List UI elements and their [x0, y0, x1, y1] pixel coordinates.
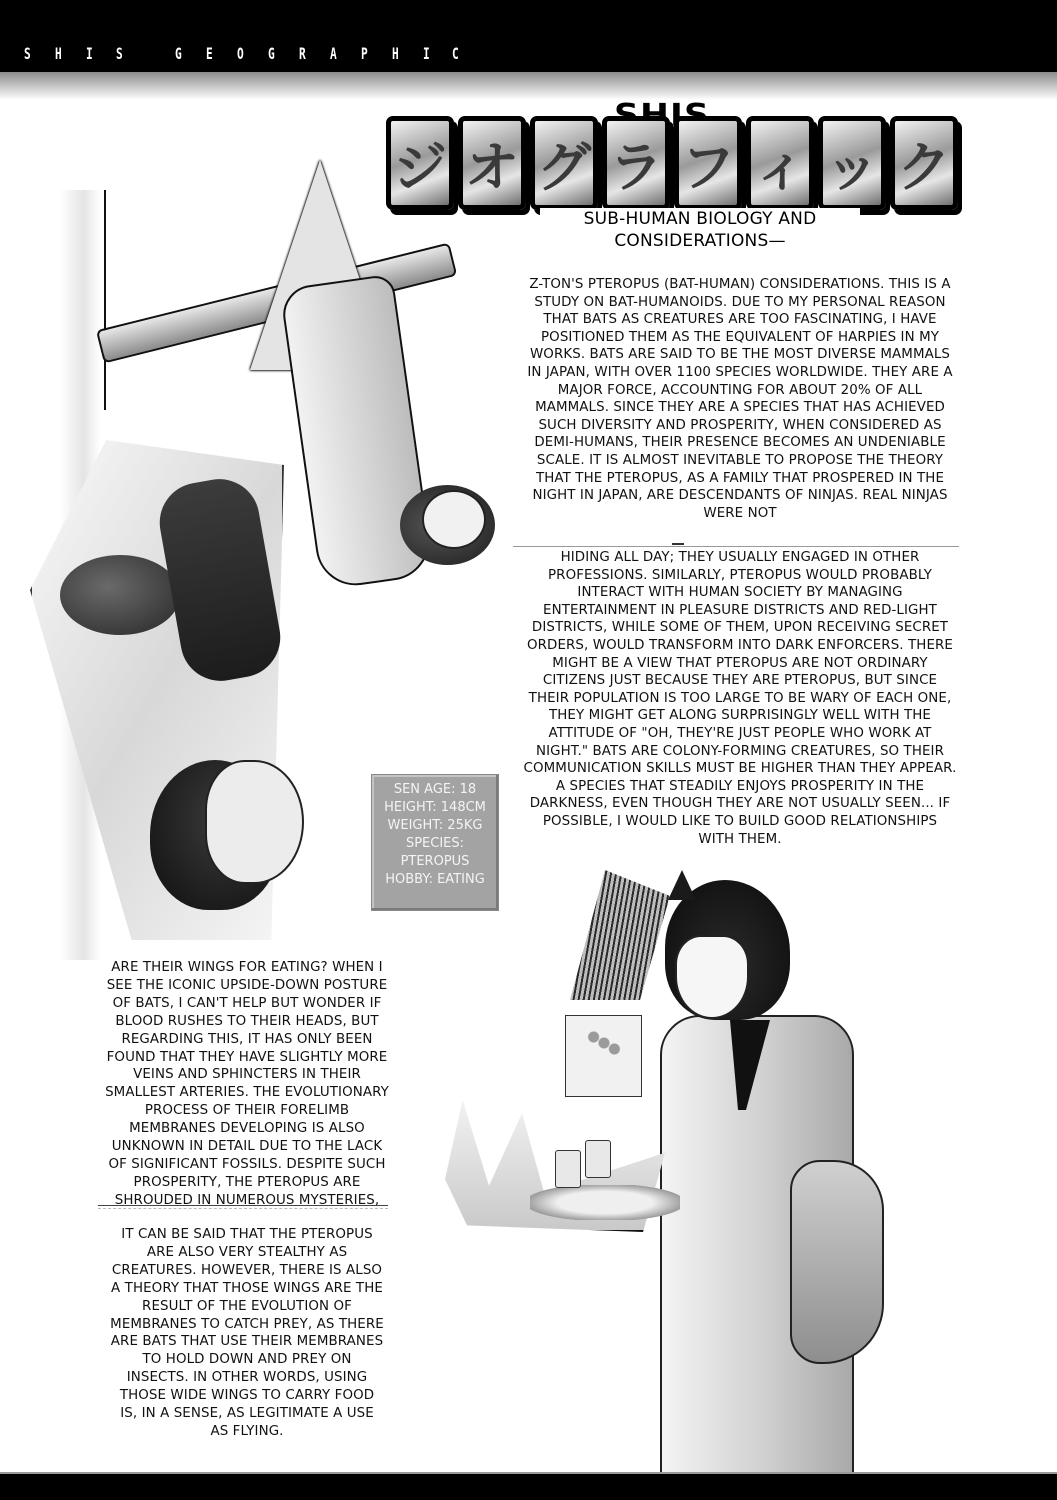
text-line: POSITIONED THEM AS THE EQUIVALENT OF HARPIES IN MY: [541, 329, 939, 345]
banner-letter: E: [206, 44, 213, 63]
text-line: THOSE WIDE WINGS TO CARRY FOOD: [119, 1388, 375, 1404]
text-line: SMALLEST ARTERIES. THE EVOLUTIONARY: [105, 1085, 389, 1101]
text-line: ARE ALSO VERY STEALTHY AS: [146, 1244, 348, 1260]
article-right-bottom: [502, 549, 978, 848]
text-line: WERE NOT: [703, 505, 777, 521]
teacup-icon: [555, 1150, 581, 1188]
illustration-tray: [530, 1185, 680, 1220]
logo-katakana: [386, 116, 958, 210]
text-line: TO HOLD DOWN AND PREY ON: [142, 1352, 352, 1368]
banner-letter: O: [237, 44, 244, 63]
subtitle-line: SUB-HUMAN BIOLOGY AND: [583, 209, 817, 229]
text-line: A SPECIES THAT STEADILY ENJOYS PROSPERITY IN THE: [555, 778, 925, 794]
illustration-girl-ear: [668, 870, 696, 900]
text-line: THEIR POPULATION IS TOO LARGE TO BE WARY OF EACH ONE,: [528, 690, 952, 706]
illustration-girl-face: [675, 935, 749, 1019]
banner-letter: A: [330, 44, 337, 63]
logo-glyph: グ: [530, 116, 598, 210]
text-line: MEMBRANES TO CATCH PREY, AS THERE: [110, 1316, 384, 1332]
banner-letter: G: [175, 44, 182, 63]
logo-glyph: オ: [458, 116, 526, 210]
profile-card: [371, 774, 499, 911]
text-line: AS FLYING.: [210, 1423, 284, 1439]
text-line: SUCH DIVERSITY AND PROSPERITY, WHEN CONSIDERED AS: [538, 417, 942, 433]
divider-tick: [672, 543, 684, 545]
text-line: WORKS. BATS ARE SAID TO BE THE MOST DIVERSE MAMMALS: [529, 347, 951, 363]
text-line: THAT THE PTEROPUS, AS A FAMILY THAT PROSPERED IN THE: [535, 470, 945, 486]
text-line: ARE THEIR WINGS FOR EATING? WHEN I: [111, 960, 383, 975]
illustration-dango-sign: [565, 1015, 642, 1097]
article-right-top: [502, 276, 978, 522]
paragraph-underline: [98, 1205, 388, 1209]
text-line: SHROUDED IN NUMEROUS MYSTERIES,: [114, 1192, 380, 1208]
text-line: SEE THE ICONIC UPSIDE-DOWN POSTURE: [106, 977, 388, 993]
text-line: NIGHT IN JAPAN, ARE DESCENDANTS OF NINJAS. REAL NINJAS: [532, 488, 948, 504]
text-line: UNKNOWN IN DETAIL DUE TO THE LACK: [111, 1139, 383, 1155]
text-line: HIDING ALL DAY; THEY USUALLY ENGAGED IN OTHER: [560, 550, 920, 565]
illustration-mini-face: [422, 490, 486, 549]
text-line: STUDY ON BAT-HUMANOIDS. DUE TO MY PERSONAL REASON: [534, 294, 946, 310]
text-line: RESULT OF THE EVOLUTION OF: [142, 1298, 352, 1314]
banner-letter: I: [86, 44, 93, 63]
banner-letter: P: [361, 44, 368, 63]
text-line: IS, IN A SENSE, AS LEGITIMATE A USE: [120, 1406, 374, 1422]
subtitle-line: CONSIDERATIONS—: [614, 231, 786, 251]
banner-letter: I: [423, 44, 430, 63]
profile-weight: WEIGHT: 25KG: [387, 818, 483, 833]
text-line: INSECTS. IN OTHER WORDS, USING: [126, 1370, 368, 1386]
banner-letter: C: [452, 44, 459, 63]
logo-glyph: ラ: [602, 116, 670, 210]
section-divider: [513, 546, 959, 547]
profile-hobby: HOBBY: EATING: [385, 872, 485, 887]
text-line: OF BATS, I CAN'T HELP BUT WONDER IF: [112, 995, 382, 1011]
banner-letter: R: [299, 44, 306, 63]
text-line: MEMBRANES DEVELOPING IS ALSO: [129, 1121, 365, 1137]
teacup-icon: [585, 1140, 611, 1178]
header-banner-fade: [0, 72, 1057, 100]
text-line: CREATURES. HOWEVER, THERE IS ALSO: [111, 1262, 383, 1278]
illustration-leg: [60, 555, 180, 635]
text-line: DEMI-HUMANS, THEIR PRESENCE BECOMES AN UNDENIABLE: [534, 435, 946, 451]
text-line: PROSPERITY, THE PTEROPUS ARE: [133, 1174, 361, 1190]
text-line: ARE BATS THAT USE THEIR MEMBRANES: [110, 1334, 384, 1350]
logo-glyph: ィ: [746, 116, 814, 210]
banner-letter: H: [55, 44, 62, 63]
text-line: THEY MIGHT GET ALONG SURPRISINGLY WELL WITH THE: [548, 708, 931, 724]
logo-glyph: フ: [674, 116, 742, 210]
illustration-wall-line: [104, 190, 106, 410]
text-line: DARKNESS, EVEN THOUGH THEY ARE NOT USUALLY SEEN... IF: [529, 796, 951, 812]
profile-age: SEN AGE: 18: [393, 782, 477, 797]
text-line: FOUND THAT THEY HAVE SLIGHTLY MORE: [106, 1049, 388, 1065]
text-line: IT CAN BE SAID THAT THE PTEROPUS: [121, 1227, 373, 1242]
banner-letter: H: [392, 44, 399, 63]
text-line: VEINS AND SPHINCTERS IN THEIR: [133, 1067, 361, 1083]
text-line: MAJOR FORCE, ACCOUNTING FOR ABOUT 20% OF ALL: [557, 382, 923, 398]
illustration-sleeve: [790, 1160, 884, 1364]
banner-letter: G: [268, 44, 275, 63]
banner-letter: S: [24, 44, 31, 63]
banner-letter: S: [116, 44, 123, 63]
text-line: SCALE. IT IS ALMOST INEVITABLE TO PROPOSE THE THEORY: [536, 452, 944, 468]
text-line: A THEORY THAT THOSE WINGS ARE THE: [111, 1280, 383, 1296]
text-line: DISTRICTS, WHILE SOME OF THEM, UPON RECEIVING SECRET: [531, 620, 949, 636]
text-line: COMMUNICATION SKILLS MUST BE HIGHER THAN THEY APPEAR.: [523, 761, 957, 777]
text-line: WITH THEM.: [698, 831, 782, 847]
text-line: INTERACT WITH HUMAN SOCIETY BY MANAGING: [577, 585, 903, 601]
text-line: THAT BATS AS CREATURES ARE TOO FASCINATING, I HAVE: [543, 312, 937, 328]
logo-glyph: ジ: [386, 116, 454, 210]
text-line: POSSIBLE, I WOULD LIKE TO BUILD GOOD RELATIONSHIPS: [542, 813, 938, 829]
profile-species-label: SPECIES:: [405, 836, 465, 851]
text-line: BLOOD RUSHES TO THEIR HEADS, BUT: [115, 1013, 379, 1029]
text-line: OF SIGNIFICANT FOSSILS. DESPITE SUCH: [108, 1156, 386, 1172]
logo-glyph: ク: [890, 116, 958, 210]
text-line: ENTERTAINMENT IN PLEASURE DISTRICTS AND RED-LIGHT: [543, 602, 937, 618]
text-line: Z-TON'S PTEROPUS (BAT-HUMAN) CONSIDERATIONS. THIS IS A: [529, 277, 951, 292]
article-left-top: [72, 959, 422, 1210]
article-left-bottom: [72, 1226, 422, 1441]
text-line: NIGHT." BATS ARE COLONY-FORMING CREATURES, SO THEIR: [536, 743, 944, 759]
footer-banner: [0, 1474, 1057, 1500]
text-line: CITIZENS JUST BECAUSE THEY ARE PTEROPUS, BUT SINCE: [542, 673, 938, 689]
profile-height: HEIGHT: 148CM: [384, 800, 486, 815]
logo-glyph: ッ: [818, 116, 886, 210]
text-line: IN JAPAN, WITH OVER 1100 SPECIES WORLDWIDE. THEY ARE A: [527, 364, 953, 380]
page-subtitle: [540, 208, 860, 252]
illustration-roof: [570, 870, 670, 1000]
text-line: REGARDING THIS, IT HAS ONLY BEEN: [121, 1031, 373, 1047]
illustration-face: [205, 760, 304, 884]
text-line: PROCESS OF THEIR FORELIMB: [144, 1103, 350, 1119]
text-line: ATTITUDE OF "OH, THEY'RE JUST PEOPLE WHO WORK AT: [548, 725, 932, 741]
text-line: ORDERS, WOULD TRANSFORM INTO DARK ENFORCERS. THERE: [527, 637, 953, 653]
text-line: PROFESSIONS. SIMILARLY, PTEROPUS WOULD PROBABLY: [548, 567, 932, 583]
header-banner-text: [0, 44, 1057, 68]
text-line: MAMMALS. SINCE THEY ARE A SPECIES THAT HAS ACHIEVED: [535, 400, 945, 416]
profile-species-value: PTEROPUS: [400, 854, 470, 869]
text-line: MIGHT BE A VIEW THAT PTEROPUS ARE NOT ORDINARY: [552, 655, 928, 671]
